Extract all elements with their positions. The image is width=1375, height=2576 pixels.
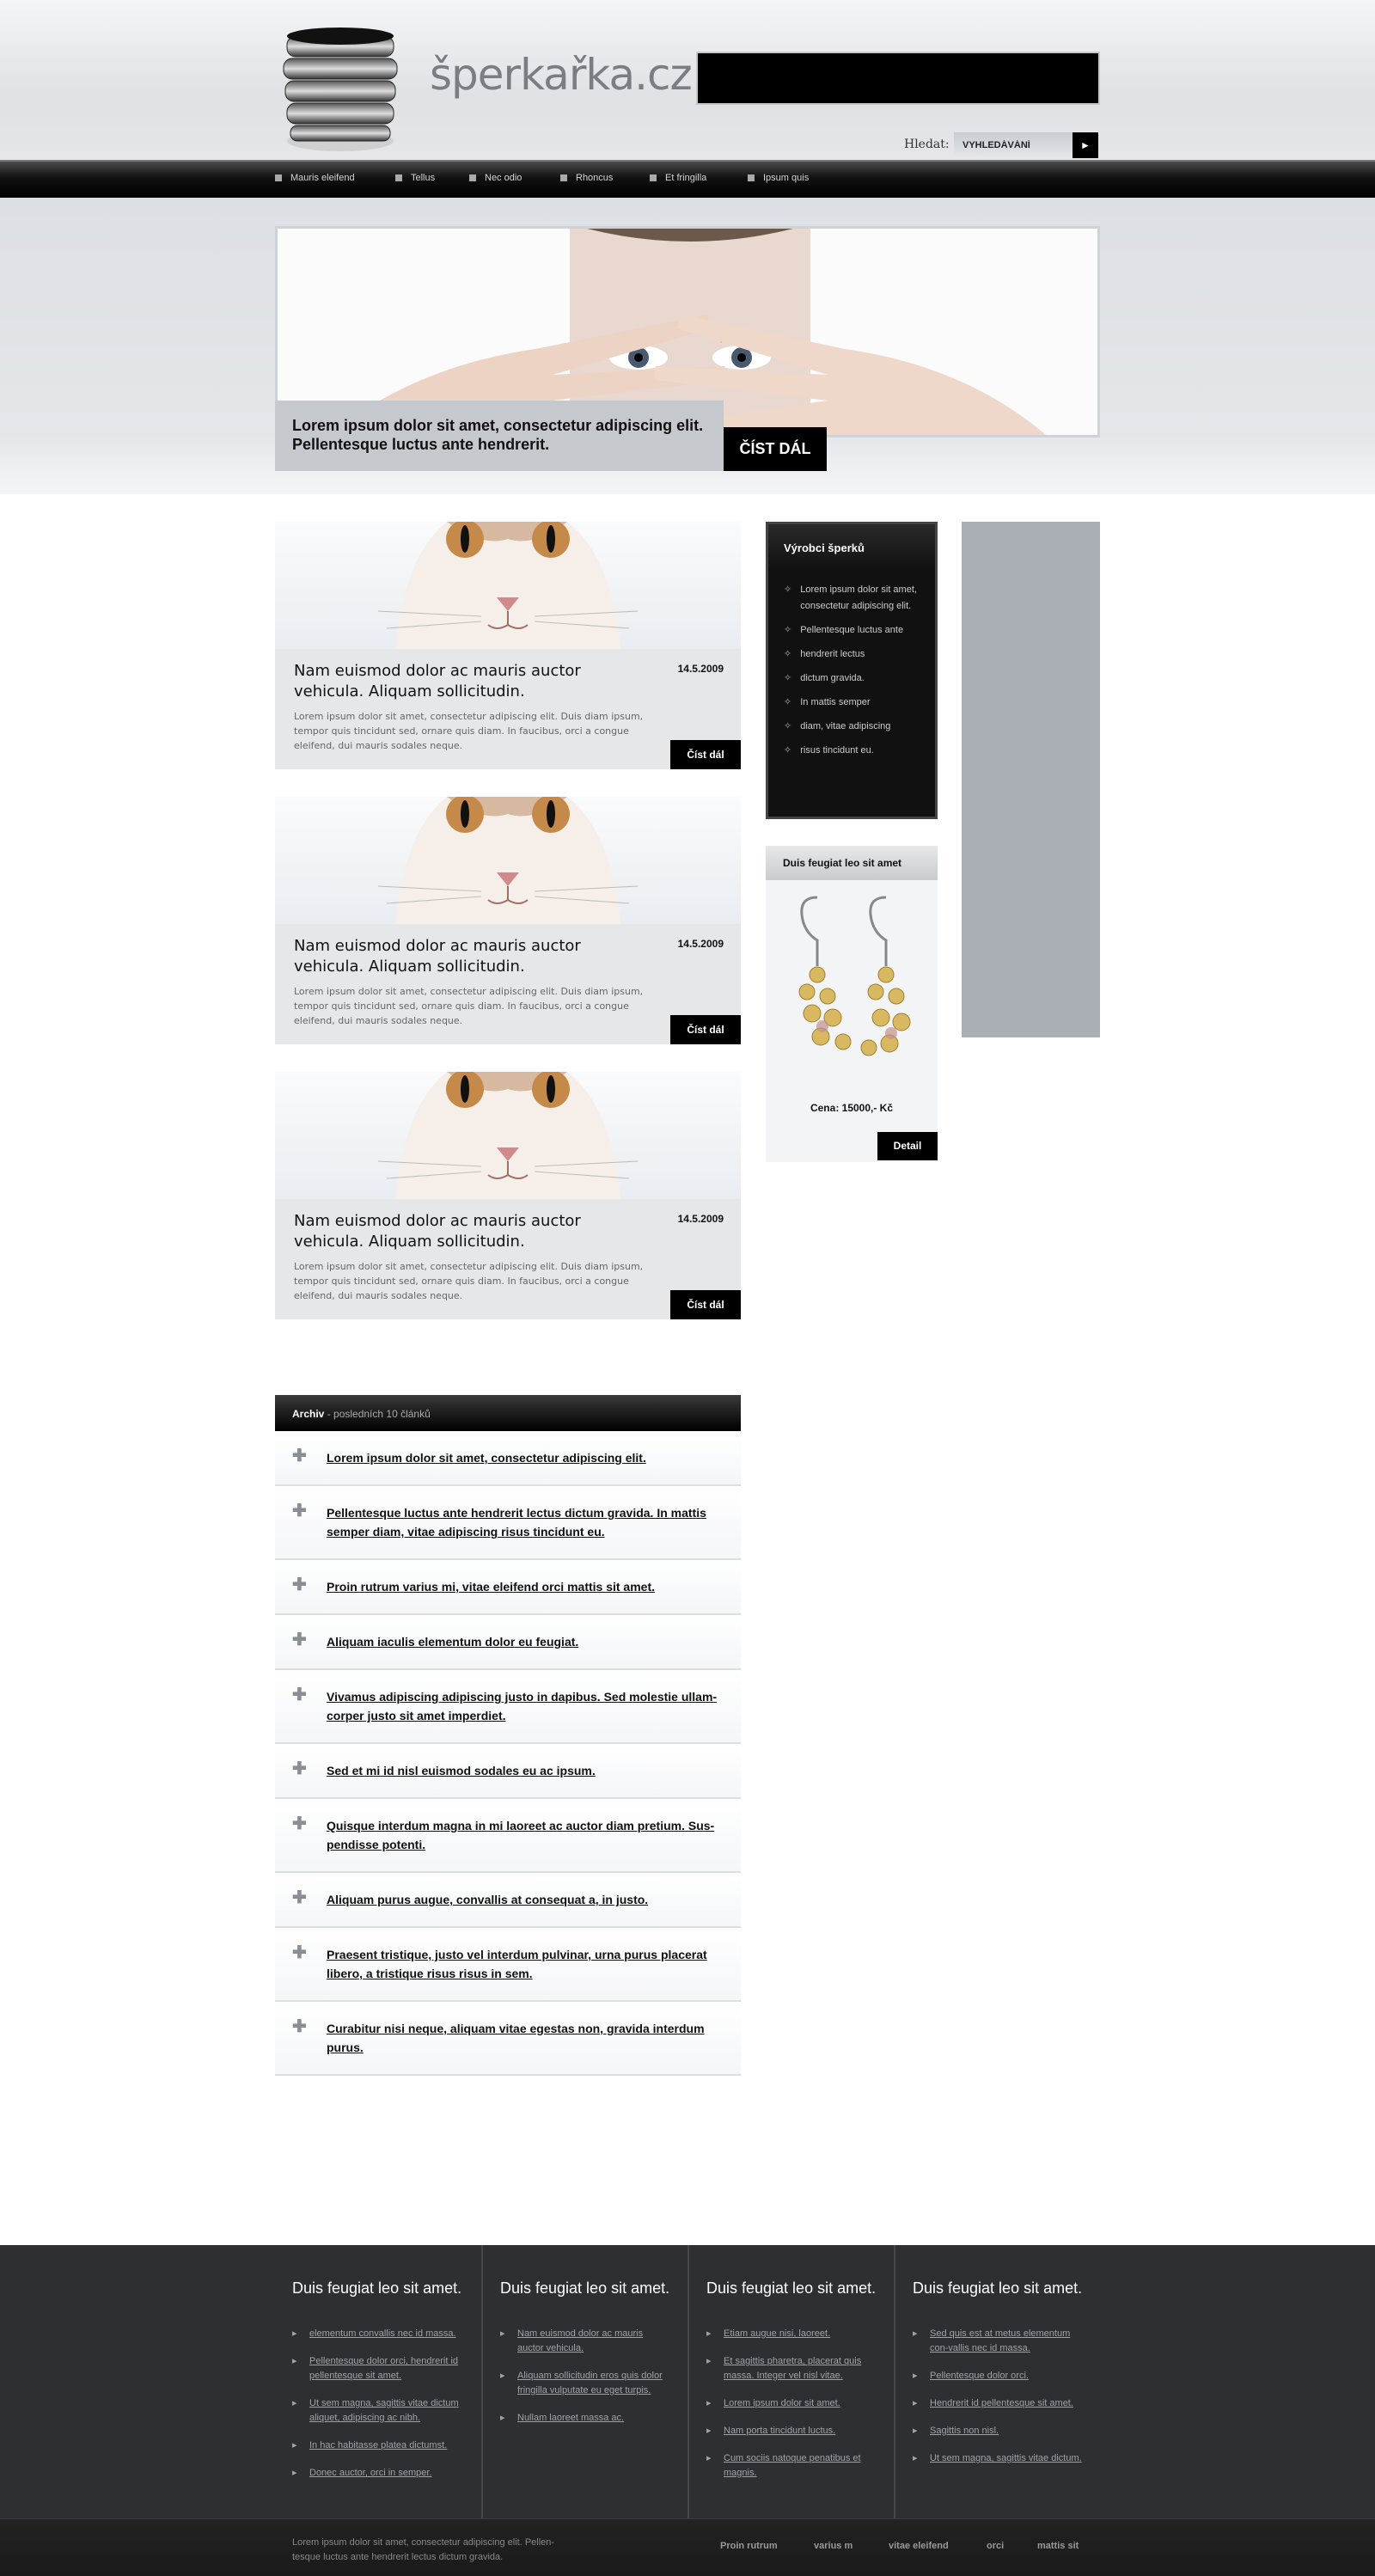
footer-link[interactable]: ▸ Cum sociis natoque penatibus et magnis. [706,2451,877,2481]
bullet-icon [469,174,476,181]
archive-item [275,1744,741,1799]
bullet-icon [560,174,567,181]
nav-item[interactable]: Tellus [395,173,435,183]
hero-caption: Lorem ipsum dolor sit amet, consectetur adipiscing elit. Pellentesque luctus ante hendrerit. [275,401,724,471]
plus-icon: ✚ [292,1814,307,1833]
footer-column-title: Duis feugiat leo sit amet. [500,2279,670,2297]
archive-item [275,1615,741,1670]
article-date: 14.5.2009 [677,663,724,675]
nav-item[interactable]: Nec odio [469,173,522,183]
plus-icon: ✚ [292,1888,307,1907]
hero-read-more-button[interactable]: ČÍST DÁL [724,427,827,471]
star-icon: ✧ [784,745,792,756]
footer-column [688,2245,894,2518]
article-title[interactable]: Nam euismod dolor ac mauris auctor vehicula. Aliquam sollicitudin. [294,937,581,976]
search-label: Hledat: [904,138,950,151]
archive-item [275,1873,741,1928]
article-card [275,522,741,769]
footer-link[interactable]: ▸ Etiam augue nisi, laoreet. [706,2327,877,2341]
archive-link[interactable]: Proin rutrum varius mi, vitae eleifend orci mattis sit amet. [327,1580,656,1594]
star-icon: ✧ [784,584,792,595]
article-date: 14.5.2009 [677,938,724,950]
footer-link[interactable]: ▸ Aliquam sollicitudin eros quis dolor fringilla vulputate eu eget turpis. [500,2369,670,2398]
read-more-button[interactable]: Číst dál [670,740,741,769]
featured-product-box [766,846,938,1162]
maker-link[interactable]: ✧ dictum gravida. [784,670,935,687]
footer-column-title: Duis feugiat leo sit amet. [292,2279,462,2297]
jewelry-makers-box [766,522,938,819]
footer-column [894,2245,1100,2518]
archive-link[interactable]: Lorem ipsum dolor sit amet, consectetur adipiscing elit. [327,1451,646,1465]
archive-item [275,1799,741,1873]
footer-column-title: Duis feugiat leo sit amet. [913,2279,1083,2297]
footer-link[interactable]: ▸ Nam porta tincidunt luctus. [706,2424,877,2438]
plus-icon: ✚ [292,1759,307,1778]
footer-link[interactable]: ▸ Ut sem magna, sagittis vitae dictum. [913,2451,1083,2466]
maker-link[interactable]: ✧ diam, vitae adipiscing [784,719,935,735]
article-thumbnail[interactable] [275,522,741,649]
bottom-link[interactable]: Proin rutrum [720,2541,778,2551]
archive-item [275,1486,741,1560]
maker-link[interactable]: ✧ Pellentesque luctus ante [784,622,935,639]
earrings-image[interactable] [783,889,920,1086]
archive-header: Archiv - posledních 10 článků [275,1395,741,1431]
article-excerpt: Lorem ipsum dolor sit amet, consectetur adipiscing elit. Duis diam ipsum, tempor quis tincidunt sed, ornare quis diam. In faucibus, orci a congue eleifend, dui mauris sodales neque. [294,1261,644,1301]
article-thumbnail[interactable] [275,797,741,924]
footer-link[interactable]: ▸ Sagittis non nisl. [913,2424,1083,2438]
footer-link[interactable]: ▸ Lorem ipsum dolor sit amet. [706,2396,877,2411]
maker-link[interactable]: ✧ In mattis semper [784,694,935,711]
article-excerpt: Lorem ipsum dolor sit amet, consectetur adipiscing elit. Duis diam ipsum, tempor quis tincidunt sed, ornare quis diam. In faucibus, orci a congue eleifend, dui mauris sodales neque. [294,986,644,1026]
archive-link[interactable]: Aliquam purus augue, convallis at consequat a, in justo. [327,1893,649,1906]
bottom-bar [0,2518,1375,2576]
footer-link[interactable]: ▸ Nullam laoreet massa ac. [500,2411,670,2426]
archive-item [275,1928,741,2002]
star-icon: ✧ [784,649,792,659]
product-detail-button[interactable]: Detail [877,1132,938,1160]
footer-column [275,2245,481,2518]
search-button[interactable]: ► [1072,132,1098,158]
archive-item [275,1560,741,1615]
ad-placeholder [962,522,1100,1037]
archive-link[interactable]: Quisque interdum magna in mi laoreet ac auctor diam pretium. Sus-pendisse potenti. [327,1819,715,1851]
archive-link[interactable]: Sed et mi id nisl euismod sodales eu ac ipsum. [327,1764,596,1778]
footer-link[interactable]: ▸ elementum convallis nec id massa. [292,2327,464,2341]
bottom-link[interactable]: mattis sit [1037,2541,1079,2551]
bottom-link[interactable]: varius m [814,2541,853,2551]
nav-item[interactable]: Et fringilla [650,173,706,183]
bottom-link[interactable]: orci [987,2541,1005,2551]
article-title[interactable]: Nam euismod dolor ac mauris auctor vehicula. Aliquam sollicitudin. [294,1212,581,1251]
star-icon: ✧ [784,697,792,707]
article-title[interactable]: Nam euismod dolor ac mauris auctor vehicula. Aliquam sollicitudin. [294,662,581,701]
star-icon: ✧ [784,673,792,683]
product-price: Cena: 15000,- Kč [810,1102,894,1114]
plus-icon: ✚ [292,1943,307,1962]
footer-link[interactable]: ▸ Sed quis est at metus elementum con-vallis nec id massa. [913,2327,1083,2356]
footer-column-title: Duis feugiat leo sit amet. [706,2279,877,2297]
bullet-icon [650,174,657,181]
search-input[interactable] [954,132,1072,158]
footer-link[interactable]: ▸ Pellentesque dolor orci. [913,2369,1083,2383]
copyright-text: Lorem ipsum dolor sit amet, consectetur adipiscing elit. Pellen-tesque luctus ante hendrerit lectus dictum gravida. [292,2537,555,2562]
article-thumbnail[interactable] [275,1072,741,1199]
bullet-icon [748,174,755,181]
archive-item [275,1670,741,1744]
read-more-button[interactable]: Číst dál [670,1290,741,1319]
plus-icon: ✚ [292,1502,307,1521]
bullet-icon [275,174,282,181]
plus-icon: ✚ [292,2017,307,2036]
footer-column [481,2245,688,2518]
read-more-button[interactable]: Číst dál [670,1015,741,1044]
maker-link[interactable]: ✧ risus tincidunt eu. [784,743,935,759]
article-card [275,1072,741,1319]
archive-link[interactable]: Aliquam iaculis elementum dolor eu feugiat. [327,1635,579,1649]
header-banner [696,52,1100,105]
plus-icon: ✚ [292,1576,307,1594]
bottom-link[interactable]: vitae eleifend [889,2541,949,2551]
maker-link[interactable]: ✧ Lorem ipsum dolor sit amet, consectetur adipiscing elit. [784,582,935,615]
footer-link[interactable]: ▸ Hendrerit id pellentesque sit amet. [913,2396,1083,2411]
archive-item [275,2002,741,2076]
nav-item[interactable]: Mauris eleifend [275,173,355,183]
footer-link[interactable]: ▸ Nam euismod dolor ac mauris auctor vehicula. [500,2327,670,2356]
star-icon: ✧ [784,721,792,731]
article-card [275,797,741,1044]
site-logo-text[interactable]: šperkařka.cz [430,50,692,100]
star-icon: ✧ [784,625,792,635]
rings-logo-icon [275,21,406,155]
archive-list [275,1395,741,2076]
plus-icon: ✚ [292,1686,307,1704]
archive-link[interactable]: Pellentesque luctus ante hendrerit lectus dictum gravida. In mattis semper diam, vitae adipiscing risus tincidunt eu. [327,1506,706,1539]
archive-link[interactable]: Curabitur nisi neque, aliquam vitae egestas non, gravida interdum purus. [327,2022,705,2054]
makers-title: Výrobci šperků [768,524,935,571]
footer-link[interactable]: ▸ Et sagittis pharetra, placerat quis massa. Integer vel nisl vitae. [706,2354,877,2383]
plus-icon: ✚ [292,1447,307,1465]
archive-link[interactable]: Praesent tristique, justo vel interdum pulvinar, urna purus placerat libero, a tristique risus risus in sem. [327,1948,707,1980]
archive-item [275,1431,741,1486]
nav-item[interactable]: Rhoncus [560,173,613,183]
footer-link[interactable]: ▸ In hac habitasse platea dictumst. [292,2438,464,2453]
maker-link[interactable]: ✧ hendrerit lectus [784,646,935,663]
bullet-icon [395,174,402,181]
product-title: Duis feugiat leo sit amet [766,846,938,880]
article-date: 14.5.2009 [677,1213,724,1225]
footer-link[interactable]: ▸ Ut sem magna, sagittis vitae dictum aliquet, adipiscing ac nibh. [292,2396,464,2426]
article-excerpt: Lorem ipsum dolor sit amet, consectetur adipiscing elit. Duis diam ipsum, tempor quis tincidunt sed, ornare quis diam. In faucibus, orci a congue eleifend, dui mauris sodales neque. [294,711,644,751]
archive-link[interactable]: Vivamus adipiscing adipiscing justo in dapibus. Sed molestie ullam-corper justo sit amet imperdiet. [327,1690,718,1722]
nav-item[interactable]: Ipsum quis [748,173,809,183]
plus-icon: ✚ [292,1631,307,1649]
footer-link[interactable]: ▸ Pellentesque dolor orci, hendrerit id pellentesque sit amet. [292,2354,464,2383]
footer-link[interactable]: ▸ Donec auctor, orci in semper. [292,2466,464,2481]
